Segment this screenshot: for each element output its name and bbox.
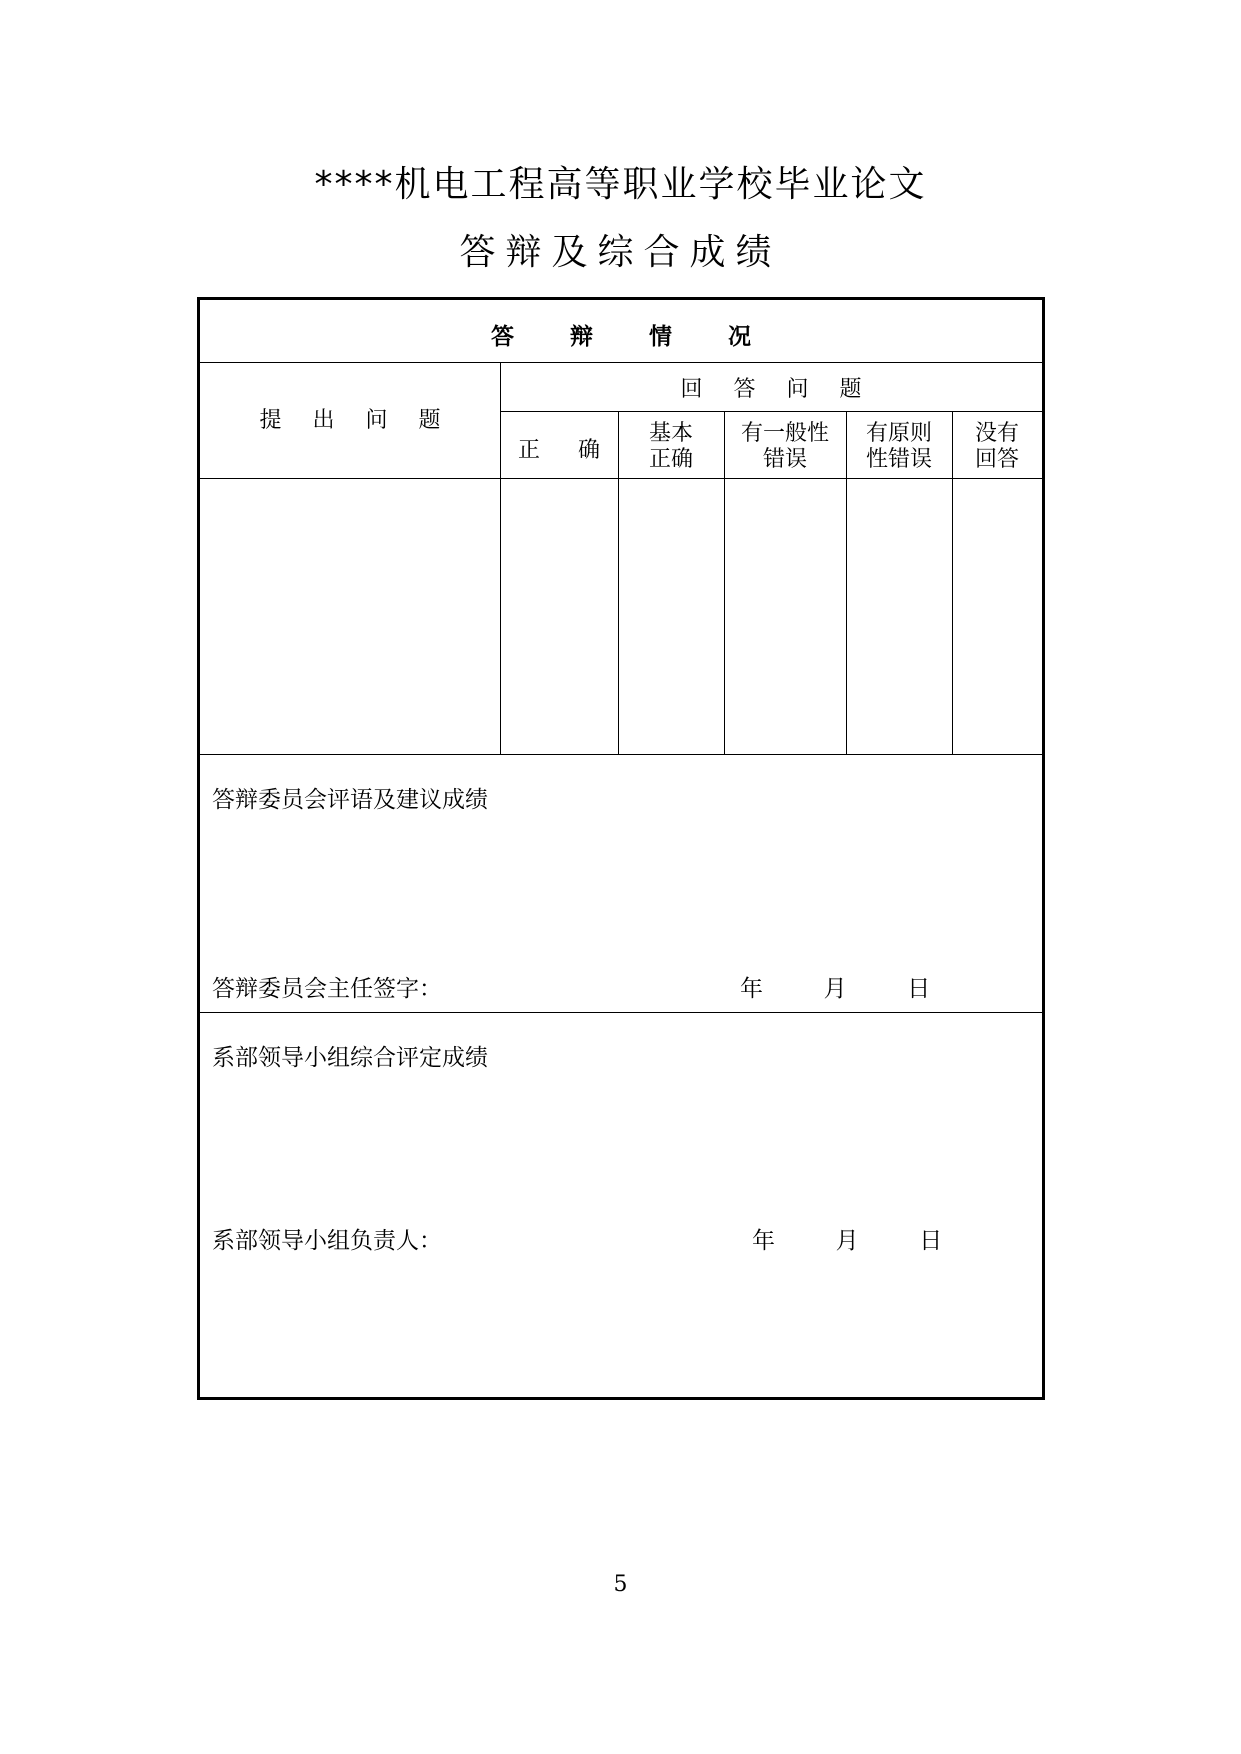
answer-col-text: 基本 [648, 421, 693, 446]
questions-header-char: 出 [312, 408, 335, 433]
table-divider [846, 411, 847, 754]
defense-situation-header [200, 318, 1042, 351]
answer-col-no-answer [952, 421, 1042, 473]
answers-header [500, 377, 1042, 403]
committee-date [740, 970, 930, 1003]
date-day: 日 [907, 976, 931, 1002]
table-divider [200, 1012, 1042, 1013]
table-divider [200, 362, 1042, 363]
answers-header-char: 问 [786, 377, 809, 402]
answer-col-text: 没有 [974, 421, 1019, 446]
header-char: 辩 [569, 324, 593, 350]
answer-col-text: 有原则 [865, 421, 932, 446]
answer-col-text: 正确 [648, 447, 693, 472]
table-divider [618, 411, 619, 754]
header-char: 况 [728, 324, 752, 350]
document-title: ****机电工程高等职业学校毕业论文 [314, 164, 927, 205]
table-divider [724, 411, 725, 754]
date-year: 年 [740, 976, 763, 1002]
header-char: 情 [649, 324, 672, 350]
header-char: 答 [490, 324, 514, 350]
table-divider [952, 411, 953, 754]
page-number: 5 [613, 1572, 628, 1597]
answer-col-text: 有一般性 [740, 421, 829, 446]
questions-header-char: 问 [365, 408, 388, 433]
defense-grade-table [197, 297, 1045, 1400]
answer-col-text: 回答 [974, 447, 1019, 472]
answer-col-basically-correct [618, 421, 724, 473]
answer-col-principle-error [846, 421, 952, 473]
answer-col-correct [500, 438, 618, 464]
date-year: 年 [752, 1228, 775, 1254]
department-grade-label: 系部领导小组综合评定成绩 [212, 1045, 488, 1071]
document-subtitle: 答辩及综合成绩 [459, 232, 782, 273]
committee-comment-label: 答辩委员会评语及建议成绩 [212, 787, 488, 813]
table-divider [500, 411, 1042, 412]
questions-header-char: 提 [259, 408, 282, 433]
answer-col-general-error [724, 421, 846, 473]
table-divider [200, 754, 1042, 755]
date-month: 月 [835, 1228, 859, 1254]
answers-header-char: 题 [839, 377, 862, 402]
table-divider [500, 362, 501, 754]
date-month: 月 [823, 976, 847, 1002]
date-day: 日 [919, 1228, 943, 1254]
answers-header-char: 答 [733, 377, 756, 402]
questions-header [200, 408, 500, 434]
table-divider [200, 478, 1042, 479]
answer-col-text: 正 [517, 438, 540, 463]
department-leader-label: 系部领导小组负责人： [212, 1228, 442, 1254]
answer-col-text: 确 [578, 438, 601, 463]
answer-col-text: 性错误 [865, 447, 932, 472]
answer-col-text: 错误 [762, 447, 807, 472]
committee-signature-label: 答辩委员会主任签字： [212, 976, 442, 1002]
questions-header-char: 题 [418, 408, 441, 433]
department-date [752, 1222, 942, 1255]
answers-header-char: 回 [680, 377, 703, 402]
